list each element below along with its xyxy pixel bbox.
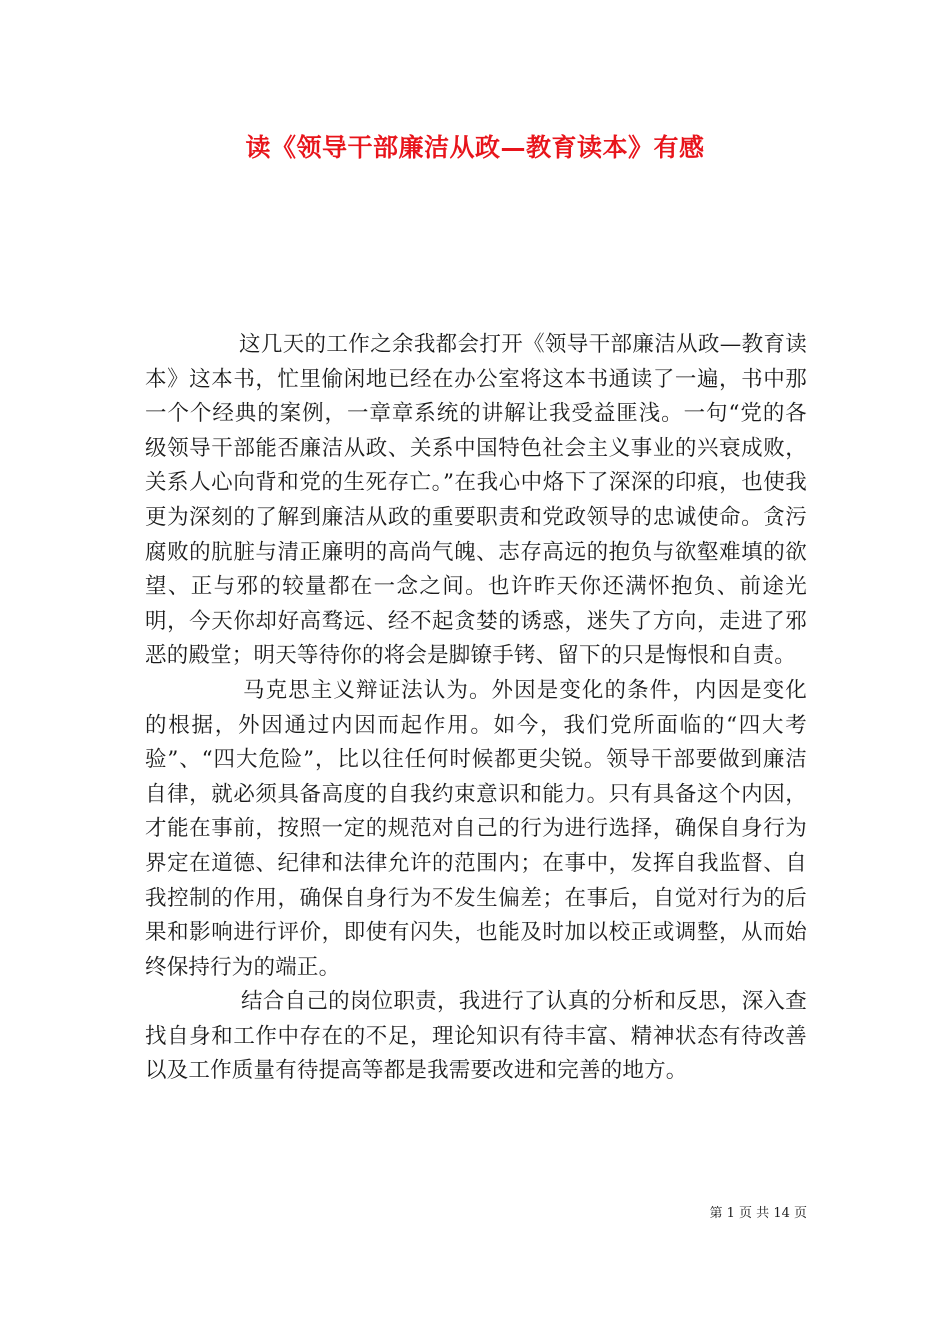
document-body	[145, 328, 807, 1089]
page-number-footer: 第 1 页 共 14 页	[709, 1206, 807, 1221]
paragraph-3: 结合自己的岗位职责，我进行了认真的分析和反思，深入查找自身和工作中存在的不足，理论知识有待丰富、精神状态有待改善以及工作质量有待提高等都是我需要改进和完善的地方。	[145, 989, 807, 1084]
document-title: 读《领导干部廉洁从政—教育读本》有感	[245, 133, 705, 162]
paragraph-1: 这几天的工作之余我都会打开《领导干部廉洁从政—教育读本》这本书，忙里偷闲地已经在办公室将这本书通读了一遍，书中那一个个经典的案例，一章章系统的讲解让我受益匪浅。一句“党的各级领导干部能否廉洁从政、关系中国特色社会主义事业的兴衰成败，关系人心向背和党的生死存亡。”在我心中烙下了深深的印痕，也使我更为深刻的了解到廉洁从政的重要职责和党政领导的忠诚使命。贪污腐败的肮脏与清正廉明的高尚气魄、志存高远的抱负与欲壑难填的欲望、正与邪的较量都在一念之间。也许昨天你还满怀抱负、前途光明，今天你却好高骛远、经不起贪婪的诱惑，迷失了方向，走进了邪恶的殿堂；明天等待你的将会是脚镣手铐、留下的只是悔恨和自责。	[145, 332, 807, 669]
paragraph-2: 马克思主义辩证法认为。外因是变化的条件，内因是变化的根据，外因通过内因而起作用。如今，我们党所面临的“四大考验”、“四大危险”，比以往任何时候都更尖锐。领导干部要做到廉洁自律，就必须具备高度的自我约束意识和能力。只有具备这个内因，才能在事前，按照一定的规范对自己的行为进行选择，确保自身行为界定在道德、纪律和法律允许的范围内；在事中，发挥自我监督、自我控制的作用，确保自身行为不发生偏差；在事后，自觉对行为的后果和影响进行评价，即使有闪失，也能及时加以校正或调整，从而始终保持行为的端正。	[145, 677, 807, 980]
